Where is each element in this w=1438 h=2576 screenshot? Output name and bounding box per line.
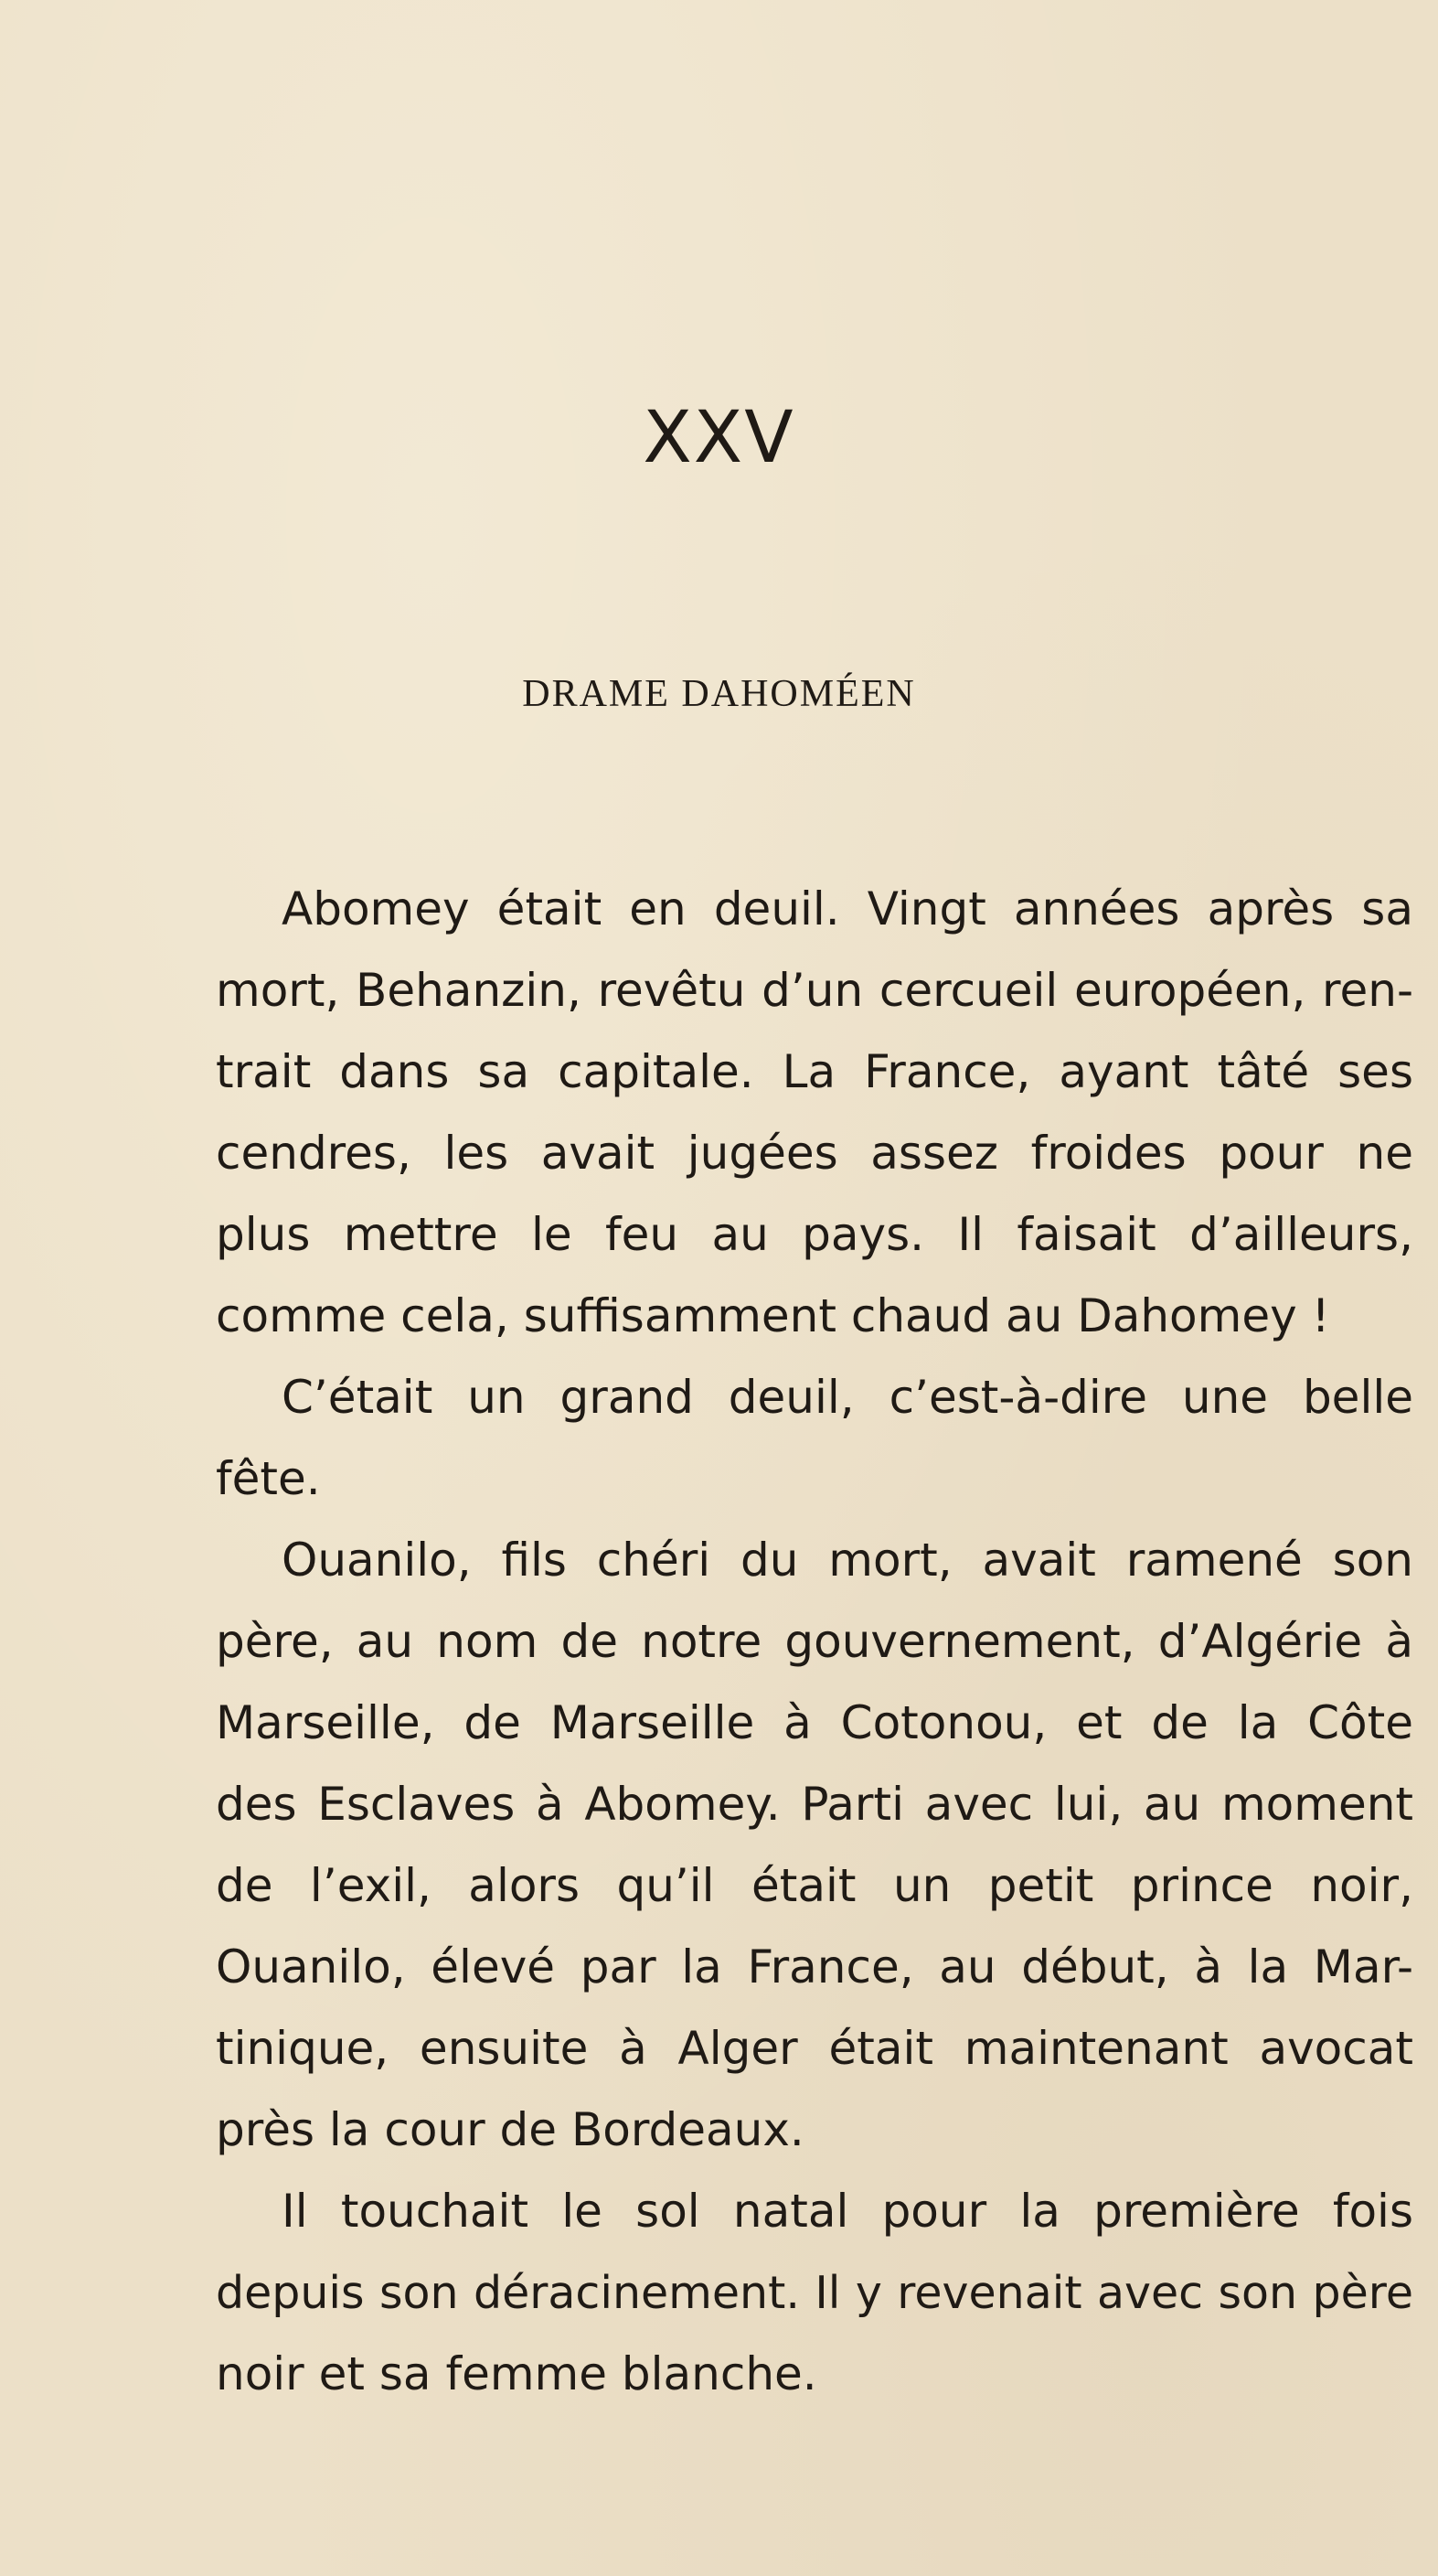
chapter-title: DRAME DAHOMÉEN [522,673,916,715]
text-line: cendres, les avait jugées assez froides pour ne [216,1127,1413,1180]
text-line: comme cela, suffisamment chaud au Dahomey ! [216,1289,1330,1342]
text-line: Abomey était en deuil. Vingt années après sa [282,882,1413,935]
text-line: des Esclaves à Abomey. Parti avec lui, au moment [216,1778,1413,1831]
text-line: Marseille, de Marseille à Cotonou, et de la Côte [216,1696,1413,1749]
text-line: mort, Behanzin, revêtu d’un cercueil européen, ren- [216,964,1413,1017]
text-line: plus mettre le feu au pays. Il faisait d’ailleurs, [216,1208,1413,1261]
text-line: père, au nom de notre gouvernement, d’Algérie à [216,1615,1413,1668]
text-line: noir et sa femme blanche. [216,2347,817,2400]
text-line: Ouanilo, élevé par la France, au début, à la Mar- [216,1940,1413,1993]
text-line: de l’exil, alors qu’il était un petit prince noir, [216,1859,1413,1912]
chapter-body [216,869,1413,2415]
text-line: tinique, ensuite à Alger était maintenant avocat [216,2022,1413,2075]
text-line: Il touchait le sol natal pour la première fois [282,2185,1413,2238]
text-line: depuis son déracinement. Il y revenait avec son père [216,2267,1413,2319]
text-line: près la cour de Bordeaux. [216,2103,804,2156]
text-line: C’était un grand deuil, c’est-à-dire une belle [282,1371,1413,1424]
text-line: fête. [216,1452,321,1505]
chapter-number: XXV [643,397,795,479]
text-line: Ouanilo, fils chéri du mort, avait ramené son [282,1534,1413,1587]
text-line: trait dans sa capitale. La France, ayant tâté ses [216,1045,1413,1098]
